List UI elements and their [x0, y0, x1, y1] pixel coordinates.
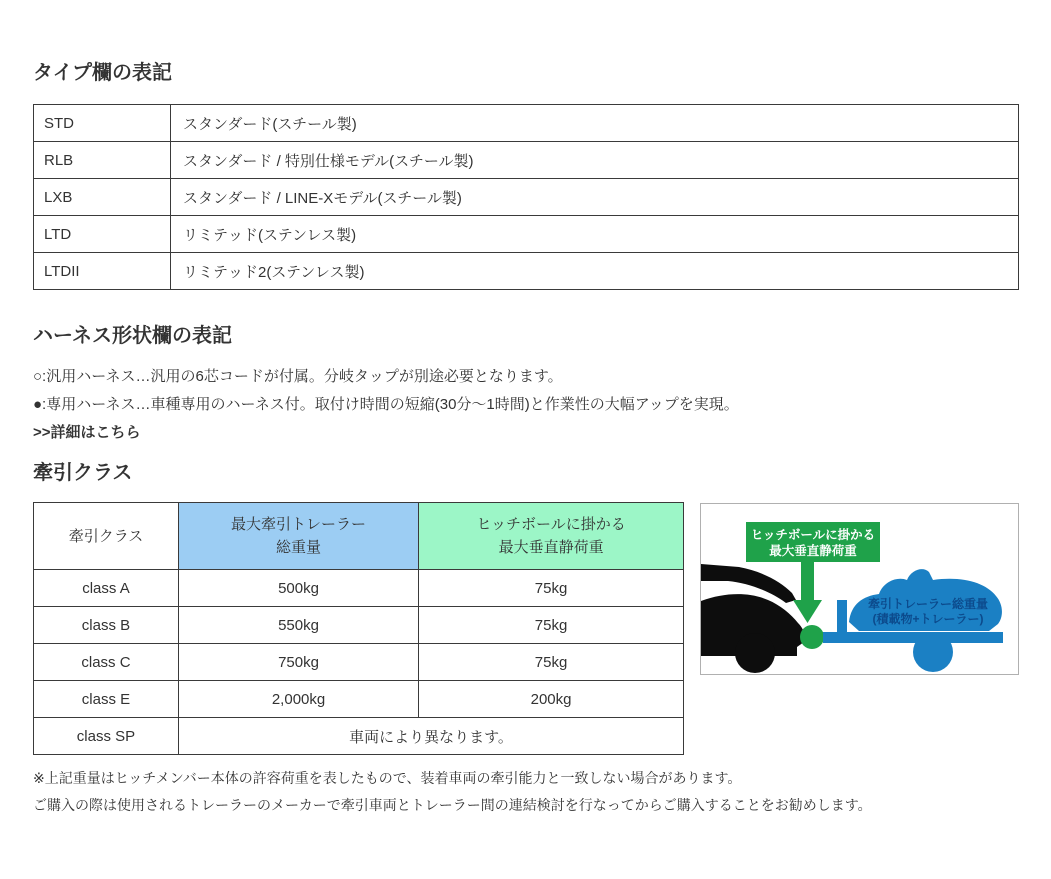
type-table [33, 104, 1019, 290]
harness-generic-line: ○:汎用ハーネス…汎用の6芯コードが付属。分岐タップが別途必要となります。 [33, 368, 563, 385]
type-desc-cell: スタンダード(スチール製) [171, 105, 1019, 142]
class-cell: class SP [34, 718, 179, 755]
total-weight-cell: 500kg [178, 570, 418, 607]
header-line: ヒッチボールに掛かる [476, 516, 626, 533]
arrow-shaft [801, 562, 814, 600]
type-code-cell: STD [34, 105, 171, 142]
header-line: 最大垂直静荷重 [498, 539, 604, 556]
type-desc-cell: スタンダード / LINE-Xモデル(スチール製) [171, 179, 1019, 216]
table-row [34, 644, 684, 681]
table-row [34, 105, 1019, 142]
towing-section-body [33, 502, 1019, 755]
header-line: 総重量 [276, 539, 322, 556]
type-code-cell: LTD [34, 216, 171, 253]
total-weight-cell: 2,000kg [178, 681, 418, 718]
table-row [34, 570, 684, 607]
trailer-post [837, 600, 847, 634]
total-weight-cell: 550kg [178, 607, 418, 644]
vertical-load-cell: 75kg [419, 607, 684, 644]
total-weight-cell: 750kg [178, 644, 418, 681]
class-cell: class B [34, 607, 179, 644]
towing-header-total-weight [178, 503, 418, 570]
type-desc-cell: スタンダード / 特別仕様モデル(スチール製) [171, 142, 1019, 179]
towing-diagram-svg [701, 504, 1018, 674]
hitch-label-line2: 最大垂直静荷重 [769, 544, 857, 558]
trailer-frame-bar [823, 632, 1003, 643]
hitch-label-line1: ヒッチボールに掛かる [750, 528, 876, 542]
detail-link[interactable]: >>詳細はこちら [33, 424, 141, 441]
type-desc-cell: リミテッド2(ステンレス製) [171, 253, 1019, 290]
table-row [34, 179, 1019, 216]
table-row [34, 718, 684, 755]
table-row [34, 253, 1019, 290]
harness-dedicated-line: ●:専用ハーネス…車種専用のハーネス付。取付け時間の短縮(30分〜1時間)と作業性の大幅アップを実現。 [33, 396, 739, 413]
towing-diagram [700, 503, 1019, 675]
towing-class-table [33, 502, 684, 755]
type-section-heading: タイプ欄の表記 [33, 62, 172, 84]
vertical-load-cell: 75kg [419, 644, 684, 681]
towing-section-heading: 牽引クラス [33, 462, 133, 484]
trailer-weight-label-line2: (積載物+トレーラー) [872, 612, 984, 626]
class-cell: class C [34, 644, 179, 681]
towing-header-class: 牽引クラス [34, 503, 179, 570]
car-silhouette-icon [701, 564, 805, 673]
table-row [34, 607, 684, 644]
table-row [34, 216, 1019, 253]
towing-header-vertical-load [419, 503, 684, 570]
type-desc-cell: リミテッド(ステンレス製) [171, 216, 1019, 253]
vertical-load-cell: 200kg [419, 681, 684, 718]
header-line: 最大牽引トレーラー [231, 516, 367, 533]
hitch-ball-icon [800, 625, 824, 649]
table-header-row [34, 503, 684, 570]
type-code-cell: RLB [34, 142, 171, 179]
table-row [34, 142, 1019, 179]
table-row [34, 681, 684, 718]
arrow-head-icon [793, 600, 822, 623]
type-code-cell: LTDII [34, 253, 171, 290]
class-cell: class E [34, 681, 179, 718]
trailer-weight-label-line1: 牽引トレーラー総重量 [867, 597, 989, 611]
note-line: ※上記重量はヒッチメンバー本体の許容荷重を表したもので、装着車両の牽引能力と一致しない場合があります。 [33, 770, 742, 786]
sp-note-cell: 車両により異なります。 [178, 718, 683, 755]
trailer-graphic [823, 569, 1003, 672]
harness-section-heading: ハーネス形状欄の表記 [33, 325, 232, 347]
type-code-cell: LXB [34, 179, 171, 216]
note-line: ご購入の際は使用されるトレーラーのメーカーで牽引車両とトレーラー間の連結検討を行なってからご購入することをお勧めします。 [33, 797, 872, 813]
trailer-wheel-icon [913, 632, 953, 672]
vertical-load-cell: 75kg [419, 570, 684, 607]
footnotes [33, 765, 1019, 819]
class-cell: class A [34, 570, 179, 607]
